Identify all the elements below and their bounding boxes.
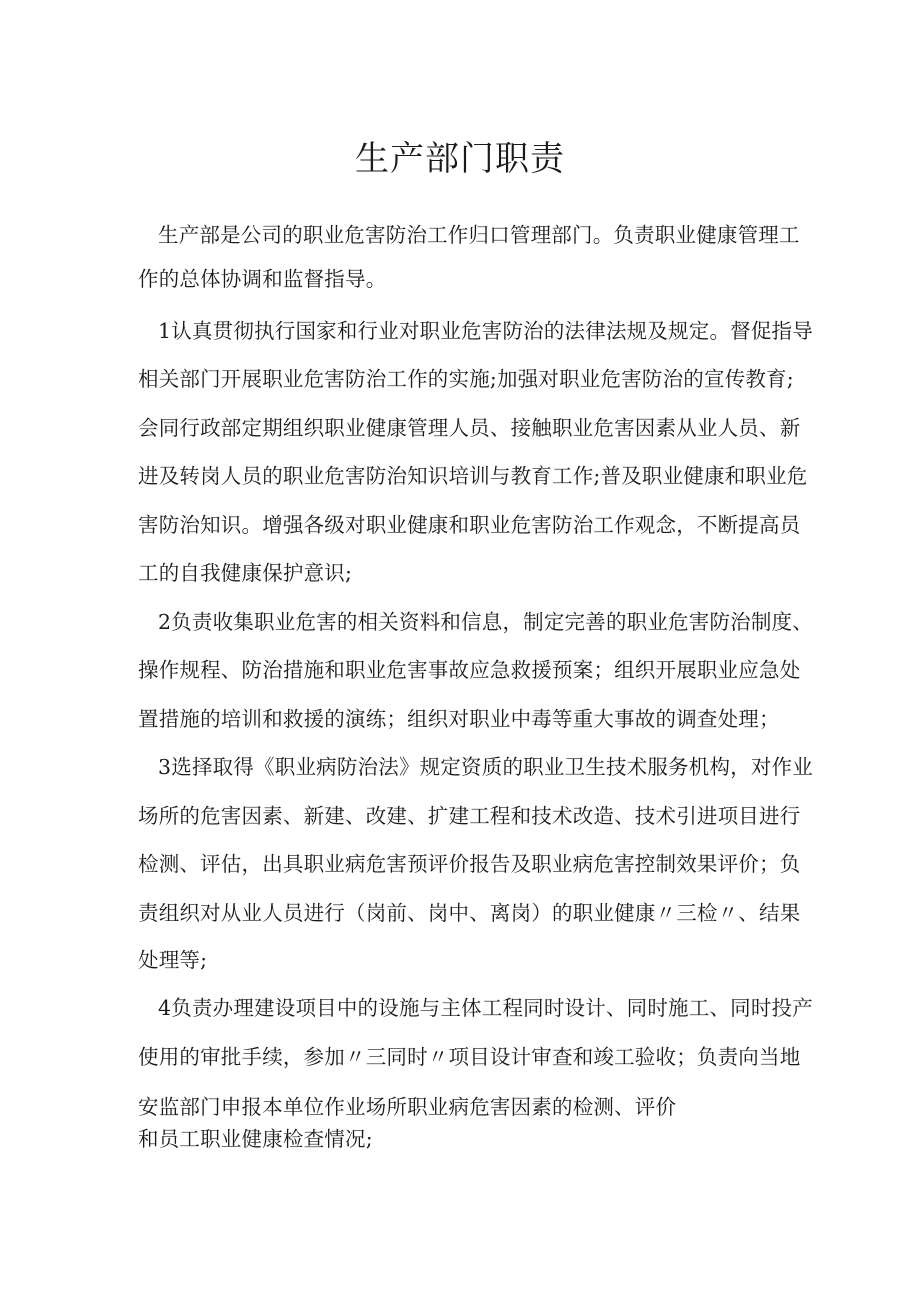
- paragraph-3-line-1: 3选择取得《职业病防治法》规定资质的职业卫生技术服务机构，对作业: [158, 755, 813, 779]
- paragraph-2-line-1: 2负责收集职业危害的相关资料和信息，制定完善的职业危害防治制度、: [158, 610, 813, 634]
- paragraph-2-line-2: 操作规程、防治措施和职业危害事故应急救援预案；组织开展职业应急处: [138, 658, 801, 682]
- paragraph-intro-line-2: 作的总体协调和监督指导。: [138, 267, 387, 291]
- paragraph-3-line-5: 处理等;: [138, 948, 208, 972]
- paragraph-1-line-5: 害防治知识。增强各级对职业健康和职业危害防治工作观念，不断提高员: [138, 513, 801, 537]
- paragraph-3-line-4: 责组织对从业人员进行（岗前、岗中、离岗）的职业健康〃三检〃、结果: [138, 901, 801, 925]
- paragraph-4-line-2: 使用的审批手续，参加〃三同时〃项目设计审查和竣工验收；负责向当地: [138, 1045, 801, 1069]
- paragraph-3-line-2: 场所的危害因素、新建、改建、扩建工程和技术改造、技术引进项目进行: [138, 804, 801, 828]
- paragraph-4-line-3: 安监部门申报本单位作业场所职业病危害因素的检测、评价: [138, 1095, 677, 1119]
- paragraph-intro-line-1: 生产部是公司的职业危害防治工作归口管理部门。负责职业健康管理工: [158, 223, 800, 247]
- paragraph-4-line-4: 和员工职业健康检查情况;: [138, 1127, 373, 1151]
- paragraph-1-line-6: 工的自我健康保护意识;: [138, 561, 353, 585]
- page-title: 生产部门职责: [355, 139, 565, 179]
- paragraph-1-line-1: 1认真贯彻执行国家和行业对职业危害防治的法律法规及规定。督促指导: [158, 319, 813, 343]
- paragraph-3-line-3: 检测、评估，出具职业病危害预评价报告及职业病危害控制效果评价；负: [138, 852, 801, 876]
- paragraph-1-line-3: 会同行政部定期组织职业健康管理人员、接触职业危害因素从业人员、新: [138, 416, 801, 440]
- paragraph-1-line-4: 进及转岗人员的职业危害防治知识培训与教育工作;普及职业健康和职业危: [138, 464, 808, 488]
- paragraph-1-line-2: 相关部门开展职业危害防治工作的实施;加强对职业危害防治的宣传教育;: [138, 367, 794, 391]
- paragraph-2-line-3: 置措施的培训和救援的演练；组织对职业中毒等重大事故的调查处理；: [138, 707, 780, 731]
- paragraph-4-line-1: 4负责办理建设项目中的设施与主体工程同时设计、同时施工、同时投产: [158, 996, 813, 1020]
